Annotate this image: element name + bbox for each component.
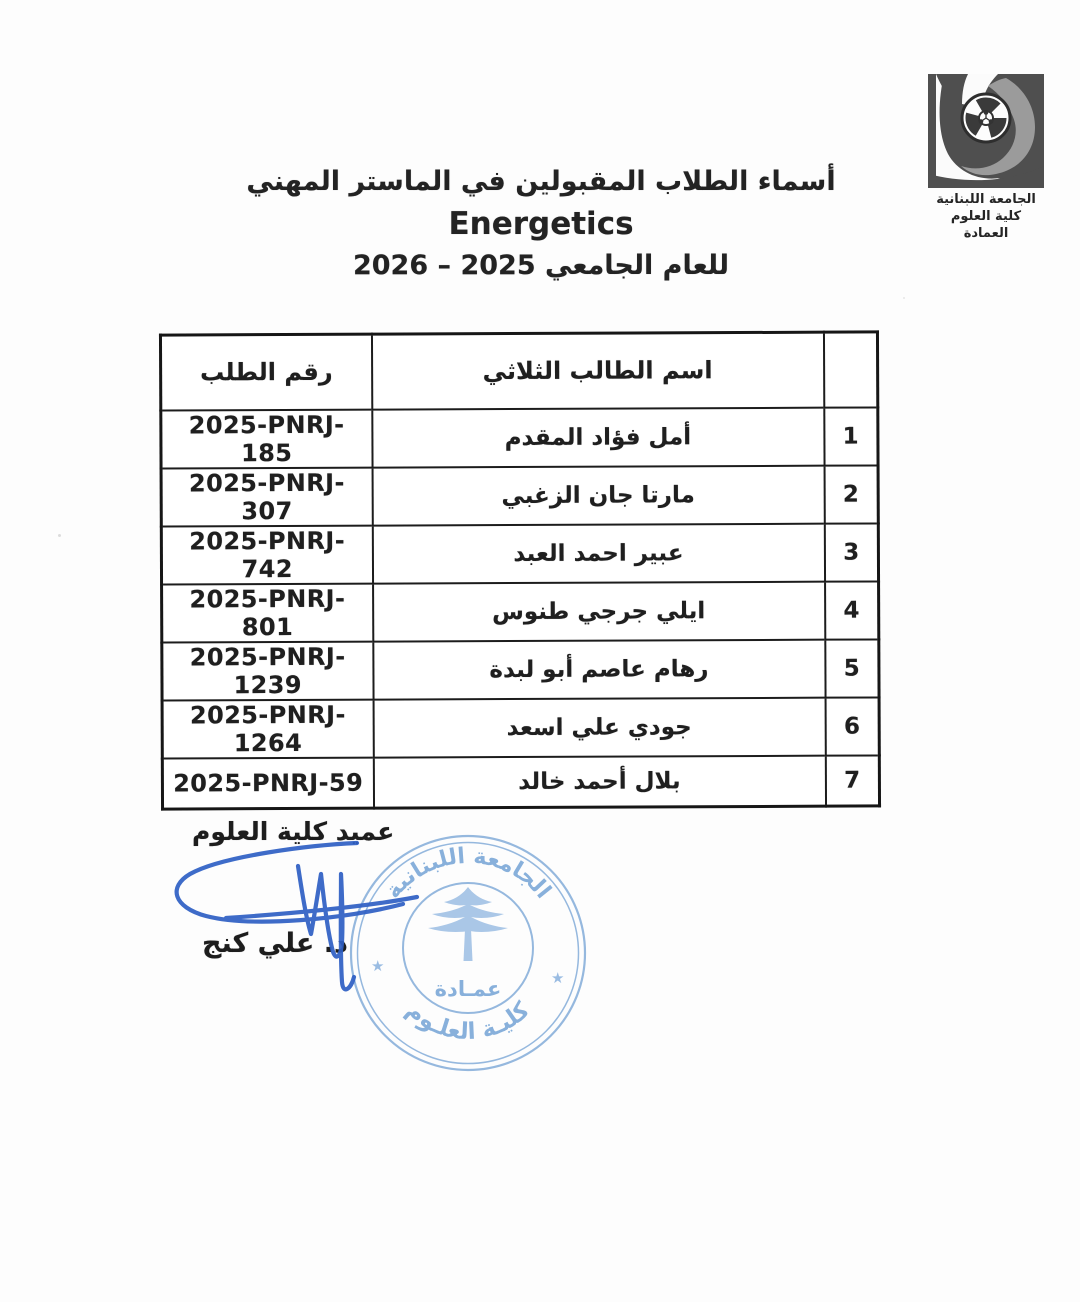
table-row [162,639,879,700]
student-name: ايلي جرجي طنوس [373,581,825,641]
column-header-request-number: رقم الطلب [160,334,371,410]
scan-speck [903,297,905,299]
program-name: Energetics [448,206,634,242]
dean-title-text: عميد كلية العلوم [192,817,395,846]
student-name: عبير احمد العبد [372,523,824,583]
student-name: بلال أحمد خالد [373,755,825,808]
accepted-students-table [159,330,881,810]
column-header-student-name: اسم الطالب الثلاثي [371,332,823,409]
logo-caption-deanship: العمادة [963,226,1009,241]
student-name: مارتا جان الزغبي [372,465,824,525]
stamp-star-left-icon: ★ [371,957,385,975]
request-number: 2025-PNRJ-59 [162,757,373,809]
table-row [162,755,879,809]
table-row [162,697,879,758]
row-index: 5 [825,639,879,697]
document-title-arabic: أسماء الطلاب المقبولين في الماستر المهني [246,166,836,197]
request-number: 2025-PNRJ-1239 [162,641,373,700]
dean-signature-scribble [160,830,630,1005]
row-index: 6 [825,697,879,755]
logo-caption [906,191,1066,242]
stamp-arc-bottom-text: كليـة العلـوم [401,997,535,1046]
student-name: أمل فؤاد المقدم [372,407,824,467]
table-row [161,523,878,584]
table-row [161,465,878,526]
stamp-star-right-icon: ★ [551,969,565,987]
table-header-row [160,332,877,410]
row-index: 1 [824,407,878,465]
scan-speck [58,534,61,537]
logo-caption-university: الجامعة اللبنانية [936,192,1036,207]
academic-year-line: للعام الجامعي 2025 – 2026 [352,250,729,281]
dean-name-text: د. علي كنج [202,928,348,959]
row-index: 7 [825,755,879,806]
stamp-center-label: عمـادة [434,977,502,1001]
student-name: جودي علي اسعد [373,697,825,757]
request-number: 2025-PNRJ-185 [161,409,372,468]
row-index: 4 [825,581,879,639]
request-number: 2025-PNRJ-742 [161,525,372,584]
university-logo-icon [928,74,1044,188]
request-number: 2025-PNRJ-307 [161,467,372,526]
row-index: 2 [824,465,878,523]
document-title-block [186,162,896,286]
table-row [162,581,879,642]
table-row [161,407,878,468]
student-name: رهام عاصم أبو لبدة [373,639,825,699]
university-logo-block [906,74,1066,242]
stamp-arc-top-text: الجامعة اللبنانية [380,843,556,904]
column-header-index [823,332,877,407]
logo-caption-faculty: كلية العلوم [950,209,1022,224]
request-number: 2025-PNRJ-801 [162,583,373,642]
row-index: 3 [824,523,878,581]
request-number: 2025-PNRJ-1264 [162,699,373,758]
